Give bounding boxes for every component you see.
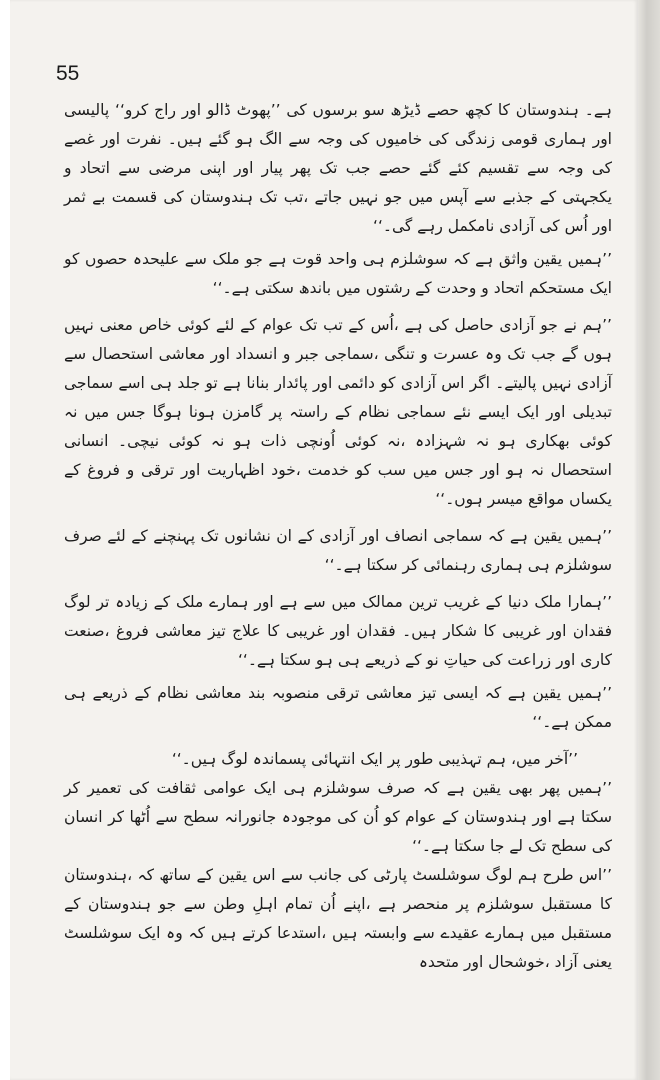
paragraph-2: ’’ہمیں یقین واثق ہے کہ سوشلزم ہی واحد قوت ہے جو ملک سے علیحدہ حصوں کو ایک مستحکم اتحاد و وحدت کے رشتوں میں باندھ سکتی ہے۔‘‘	[64, 250, 612, 297]
page-text	[64, 96, 612, 977]
paragraph-1: ہے۔ ہندوستان کا کچھ حصے ڈیڑھ سو برسوں کی ’’پھوٹ ڈالو اور راج کرو‘‘ پالیسی اور ہماری قومی زندگی کی خامیوں کی وجہ سے الگ ہو گئے ہیں۔ نفرت اور غصے کی وجہ سے تقسیم کئے گئے حصے جب تک پھر پیار اور اپنی مرضی سے اتحاد و یکجہتی کے جذبے سے آپس میں جو نہیں جاتے ،تب تک ہندوستان کی قسمت بے ثمر اور اُس کی آزادی نامکمل رہے گی۔‘‘	[64, 101, 612, 235]
paragraph-5: ’’ہمارا ملک دنیا کے غریب ترین ممالک میں سے ہے اور ہمارے ملک کے زیادہ تر لوگ فقدان اور غریبی کا شکار ہیں۔ فقدان اور غریبی کا علاج تیز معاشی فروغ ،صنعت کاری اور زراعت کی حیاتِ نو کے ذریعے ہی ہو سکتا ہے۔‘‘	[64, 593, 612, 669]
page-number: 55	[56, 62, 80, 85]
paragraph-3: ’’ہم نے جو آزادی حاصل کی ہے ،اُس کے تب تک عوام کے لئے کوئی خاص معنی نہیں ہوں گے جب تک وہ عسرت و تنگی ،سماجی جبر و انسداد اور معاشی استحصال سے آزادی نہیں پالیتے۔ اگر اس آزادی کو دائمی اور پائدار بنانا ہے تو جلد ہی اسے سماجی تبدیلی اور ایک ایسے نئے سماجی نظام کے راستہ پر گامزن ہونا ہوگا جس میں نہ کوئی بھکاری ہو نہ شہزادہ ،نہ کوئی اُونچی ذات ہو نہ کوئی نیچی۔ انسانی استحصال نہ ہو اور جس میں سب کو خدمت ،خود اظہاریت اور ترقی و فروغ کے یکساں مواقع میسر ہوں۔‘‘	[64, 316, 612, 508]
paragraph-7: ’’آخر میں، ہم تہذیبی طور پر ایک انتہائی پسماندہ لوگ ہیں۔‘‘	[171, 750, 578, 768]
paragraph-9: ’’اس طرح ہم لوگ سوشلسٹ پارٹی کی جانب سے اس یقین کے ساتھ کہ ،ہندوستان کا مستقبل سوشلزم پر منحصر ہے ،اپنے اُن تمام اہلِ وطن سے جو ہندوستان کے مستقبل میں ہمارے عقیدے سے وابستہ ہیں ،استدعا کرتے ہیں کہ وہ ایک سوشلسٹ یعنی آزاد ،خوشحال اور متحدہ	[64, 866, 612, 971]
paragraph-8: ’’ہمیں پھر بھی یقین ہے کہ صرف سوشلزم ہی ایک عوامی ثقافت کی تعمیر کر سکتا ہے اور ہندوستان کے عوام کو اُن کی موجودہ جانورانہ سطح سے اُٹھا کر انسان کی سطح تک لے جا سکتا ہے۔‘‘	[64, 779, 612, 855]
paragraph-6: ’’ہمیں یقین ہے کہ ایسی تیز معاشی ترقی منصوبہ بند معاشی نظام کے ذریعے ہی ممکن ہے۔‘‘	[64, 684, 612, 731]
paragraph-4: ’’ہمیں یقین ہے کہ سماجی انصاف اور آزادی کے ان نشانوں تک پہنچنے کے لئے صرف سوشلزم ہی ہماری رہنمائی کر سکتا ہے۔‘‘	[64, 527, 612, 574]
book-gutter	[638, 0, 660, 1080]
